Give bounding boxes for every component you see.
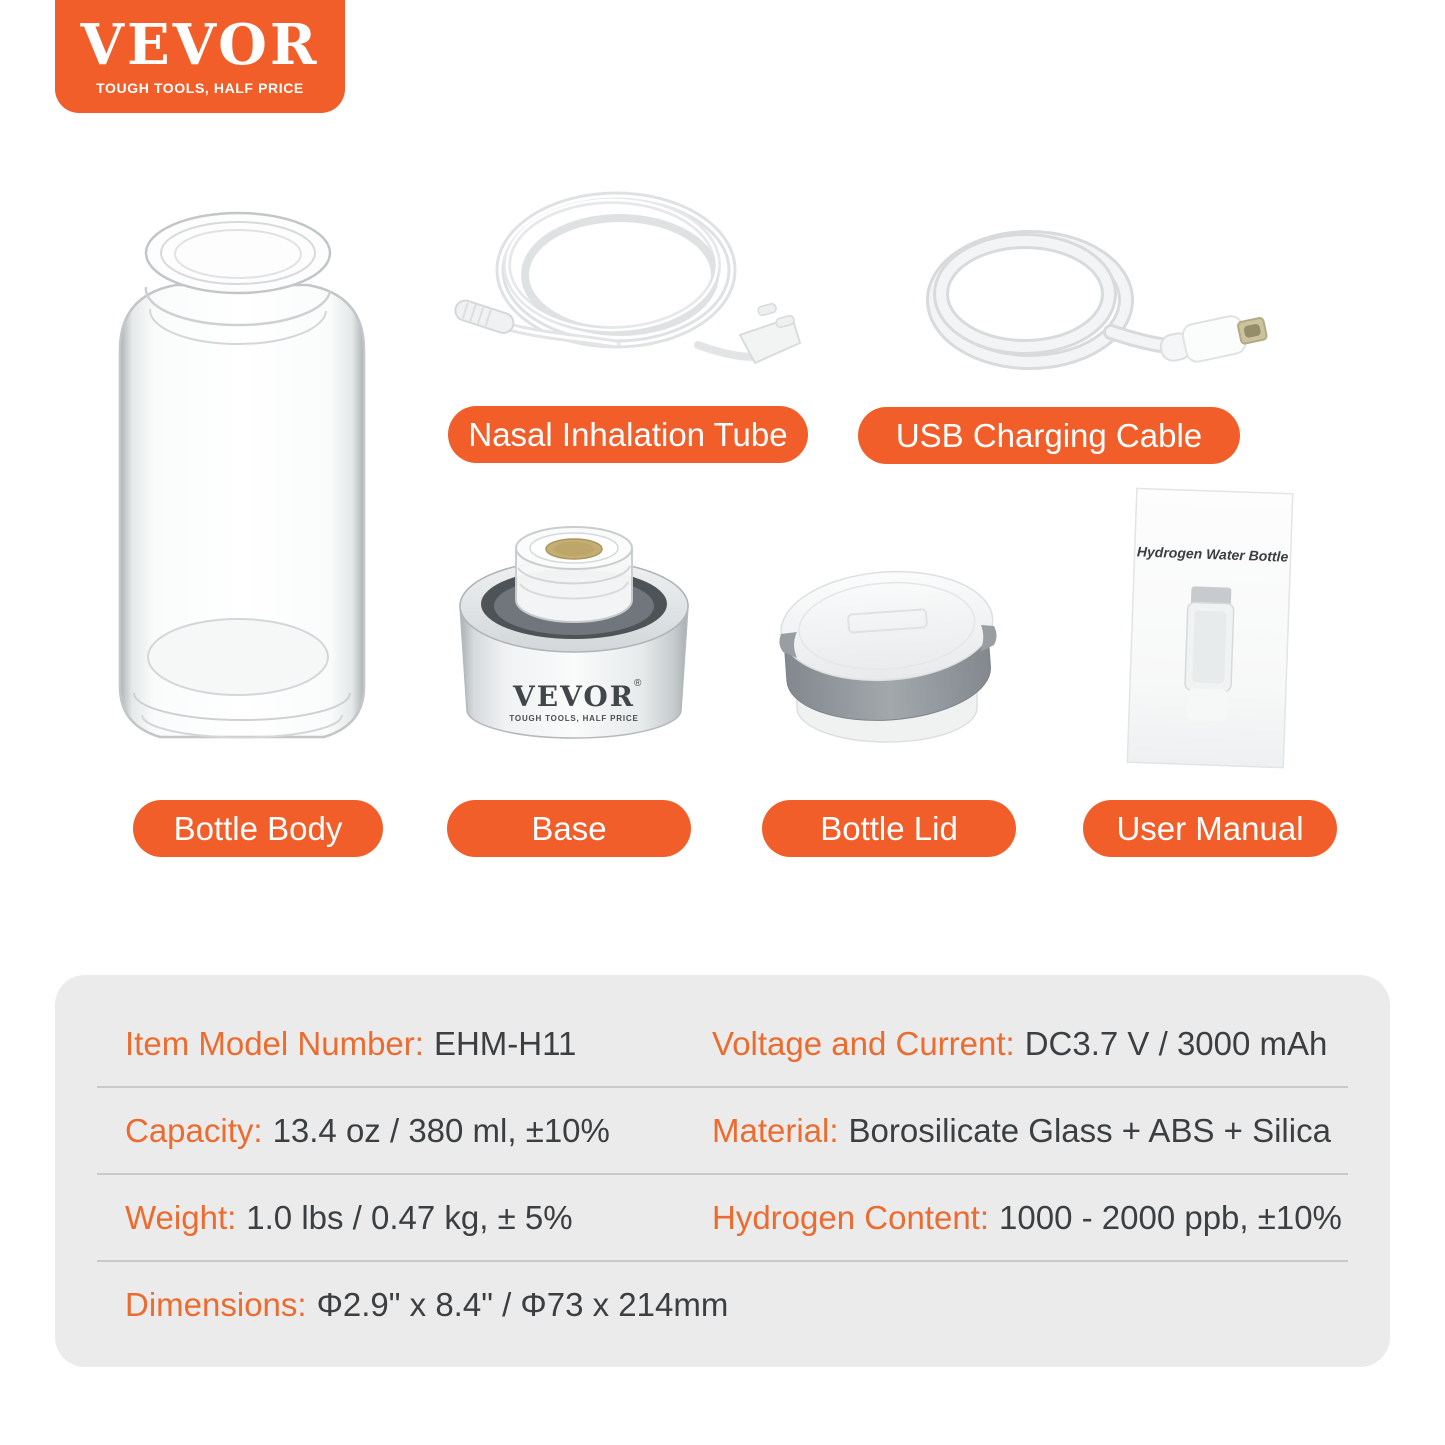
spec-label-material: Material:: [712, 1111, 839, 1149]
spec-value-weight: 1.0 lbs / 0.47 kg, ± 5%: [246, 1198, 573, 1236]
spec-value-voltage: DC3.7 V / 3000 mAh: [1024, 1024, 1328, 1062]
manual-title: Hydrogen Water Bottle: [1136, 543, 1289, 565]
label-bottle-body: Bottle Body: [133, 800, 383, 857]
base-photo: [452, 514, 702, 766]
spec-value-dimensions: Φ2.9" x 8.4" / Φ73 x 214mm: [316, 1285, 729, 1323]
label-user-manual: User Manual: [1083, 800, 1337, 857]
label-base: Base: [447, 800, 691, 857]
base-brand-print: VEVOR: [513, 680, 635, 713]
usb-c-connector: [1157, 309, 1269, 368]
spec-panel: [55, 975, 1390, 1367]
spec-value-capacity: 13.4 oz / 380 ml, ±10%: [272, 1111, 610, 1149]
label-nasal-inhalation-tube: Nasal Inhalation Tube: [448, 406, 808, 463]
bottle-lid-photo: [775, 550, 1000, 762]
spec-label-dimensions: Dimensions:: [125, 1285, 307, 1323]
spec-label-voltage: Voltage and Current:: [712, 1024, 1015, 1062]
spec-value-model: EHM-H11: [433, 1024, 577, 1062]
vevor-logo: [55, 0, 345, 113]
brand-name: VEVOR: [80, 12, 320, 78]
brand-tagline: TOUGH TOOLS, HALF PRICE: [96, 80, 304, 96]
spec-label-weight: Weight:: [125, 1198, 237, 1236]
spec-row-capacity-material: [97, 1088, 1348, 1175]
label-usb-charging-cable: USB Charging Cable: [858, 407, 1240, 464]
spec-value-material: Borosilicate Glass + ABS + Silica: [848, 1111, 1331, 1149]
label-bottle-lid: Bottle Lid: [762, 800, 1016, 857]
spec-value-hydrogen: 1000 - 2000 ppb, ±10%: [999, 1198, 1342, 1236]
manual-bottle-illustration: [1184, 586, 1235, 722]
user-manual-photo: [1120, 483, 1300, 775]
tube-connector: [453, 298, 516, 336]
spec-label-capacity: Capacity:: [125, 1111, 263, 1149]
registered-mark: ®: [634, 678, 642, 689]
spec-row-weight-hydrogen: [97, 1175, 1348, 1262]
nasal-tube-photo: [440, 185, 820, 390]
spec-label-model: Item Model Number:: [125, 1024, 424, 1062]
bottle-body-photo: [112, 195, 372, 755]
base-tagline-print: TOUGH TOOLS, HALF PRICE: [509, 714, 639, 723]
spec-row-dimensions: [97, 1262, 1348, 1347]
usb-cable-photo: [915, 220, 1275, 385]
spec-row-model-voltage: [97, 1001, 1348, 1088]
spec-label-hydrogen: Hydrogen Content:: [712, 1198, 990, 1236]
